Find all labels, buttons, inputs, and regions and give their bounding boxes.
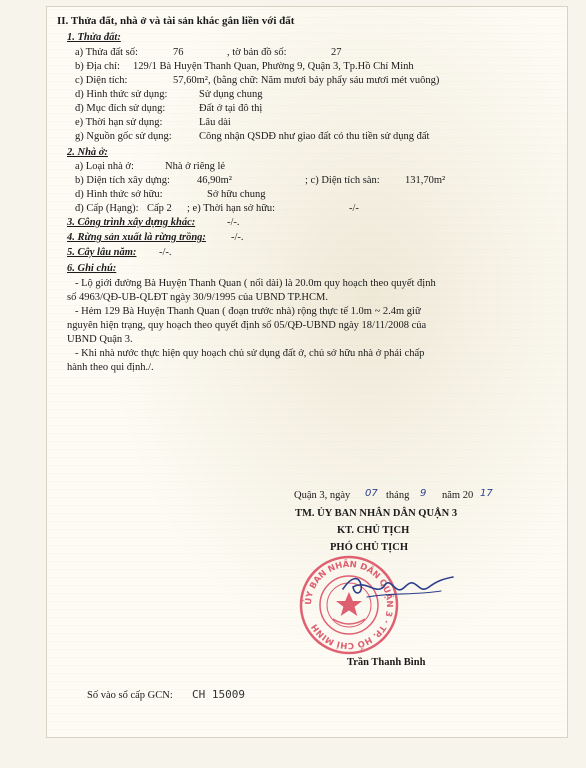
date-year-label: năm 20 [442,490,474,501]
term-value: Lâu dài [199,117,231,128]
date-month-label: tháng [386,490,410,501]
date-prefix: Quận 3, ngày [294,490,351,501]
floor-area-value: 131,70m² [405,175,446,186]
term-label: e) Thời hạn sử dụng: [75,117,163,128]
date-day: 07 [365,488,378,499]
note-line: nguyên hiện trạng, quy hoạch theo quyết định số 05/QĐ-UBND ngày 18/11/2008 của [67,320,427,331]
origin-label: g) Nguồn gốc sử dụng: [75,131,172,142]
note-line: - Hẻm 129 Bà Huyện Thanh Quan ( đoạn trước nhà) rộng thực tế 1.0m ~ 2.4m giữ [75,306,421,317]
map-label: , tờ bản đồ số: [227,47,287,58]
note-line: số 4963/QĐ-UB-QLĐT ngày 30/9/1995 của UBND TP.HCM. [67,292,328,303]
address-label: b) Địa chỉ: [75,61,120,72]
signer-role-1: KT. CHỦ TỊCH [337,525,410,536]
note-line: - Khi nhà nước thực hiện quy hoạch chủ sử dụng đất ở, chủ sở hữu nhà ở phải chấp [75,348,425,359]
signer-name: Trần Thanh Bình [347,657,426,668]
trees-value: -/-. [159,247,172,258]
built-area-label: b) Diện tích xây dựng: [75,175,170,186]
area-label: c) Diện tích: [75,75,128,86]
section-title: II. Thửa đất, nhà ở và tài sản khác gắn liền với đất [57,15,295,27]
seal-text: ỦY BAN NHÂN DÂN QUẬN 3 · TP. HỒ CHÍ MINH [303,559,395,651]
signer-role-2: PHÓ CHỦ TỊCH [330,542,408,553]
ownership-term-label: ; e) Thời hạn sở hữu: [187,203,276,214]
forest-heading: 4. Rừng sản xuất là rừng trồng: [67,232,206,243]
trees-heading: 5. Cây lâu năm: [67,247,137,258]
note-line: hành theo qui định./. [67,362,154,373]
house-heading: 2. Nhà ở: [67,147,108,158]
date-year: 17 [480,488,493,499]
construction-heading: 3. Công trình xây dựng khác: [67,217,196,228]
built-area-value: 46,90m² [197,175,232,186]
area-value: 57,60m², (bằng chữ: Năm mươi bảy phẩy sáu mươi mét vuông) [173,75,440,86]
purpose-label: đ) Mục đích sử dụng: [75,103,166,114]
use-form-value: Sử dụng chung [199,89,263,100]
parcel-label: a) Thửa đất số: [75,47,138,58]
use-form-label: d) Hình thức sử dụng: [75,89,168,100]
ownership-term-value: -/- [349,203,359,214]
land-heading: 1. Thửa đất: [67,32,121,43]
ownership-label: d) Hình thức sở hữu: [75,189,163,200]
registry-label: Số vào sổ cấp GCN: [87,690,173,701]
handwritten-signature [337,567,457,607]
floor-area-label: ; c) Diện tích sàn: [305,175,380,186]
date-month: 9 [420,488,427,499]
house-type-value: Nhà ở riêng lẻ [165,161,226,172]
forest-value: -/-. [231,232,244,243]
note-line: - Lộ giới đường Bà Huyện Thanh Quan ( nối dài) là 20.0m quy hoạch theo quyết định [75,278,436,289]
ownership-value: Sở hữu chung [207,189,266,200]
purpose-value: Đất ở tại đô thị [199,103,263,114]
registry-value: CH 15009 [192,688,245,701]
origin-value: Công nhận QSDĐ như giao đất có thu tiền sử dụng đất [199,131,430,142]
address-value: 129/1 Bà Huyện Thanh Quan, Phường 9, Quận 3, Tp.Hồ Chí Minh [133,61,414,72]
construction-value: -/-. [227,217,240,228]
grade-value: Cấp 2 [147,203,172,214]
notes-heading: 6. Ghi chú: [67,263,117,274]
note-line: UBND Quận 3. [67,334,133,345]
grade-label: đ) Cấp (Hạng): [75,203,139,214]
map-value: 27 [331,47,342,58]
certificate-page [46,6,568,738]
house-type-label: a) Loại nhà ở: [75,161,134,172]
issuing-org: TM. ỦY BAN NHÂN DÂN QUẬN 3 [295,508,458,519]
parcel-value: 76 [173,47,184,58]
